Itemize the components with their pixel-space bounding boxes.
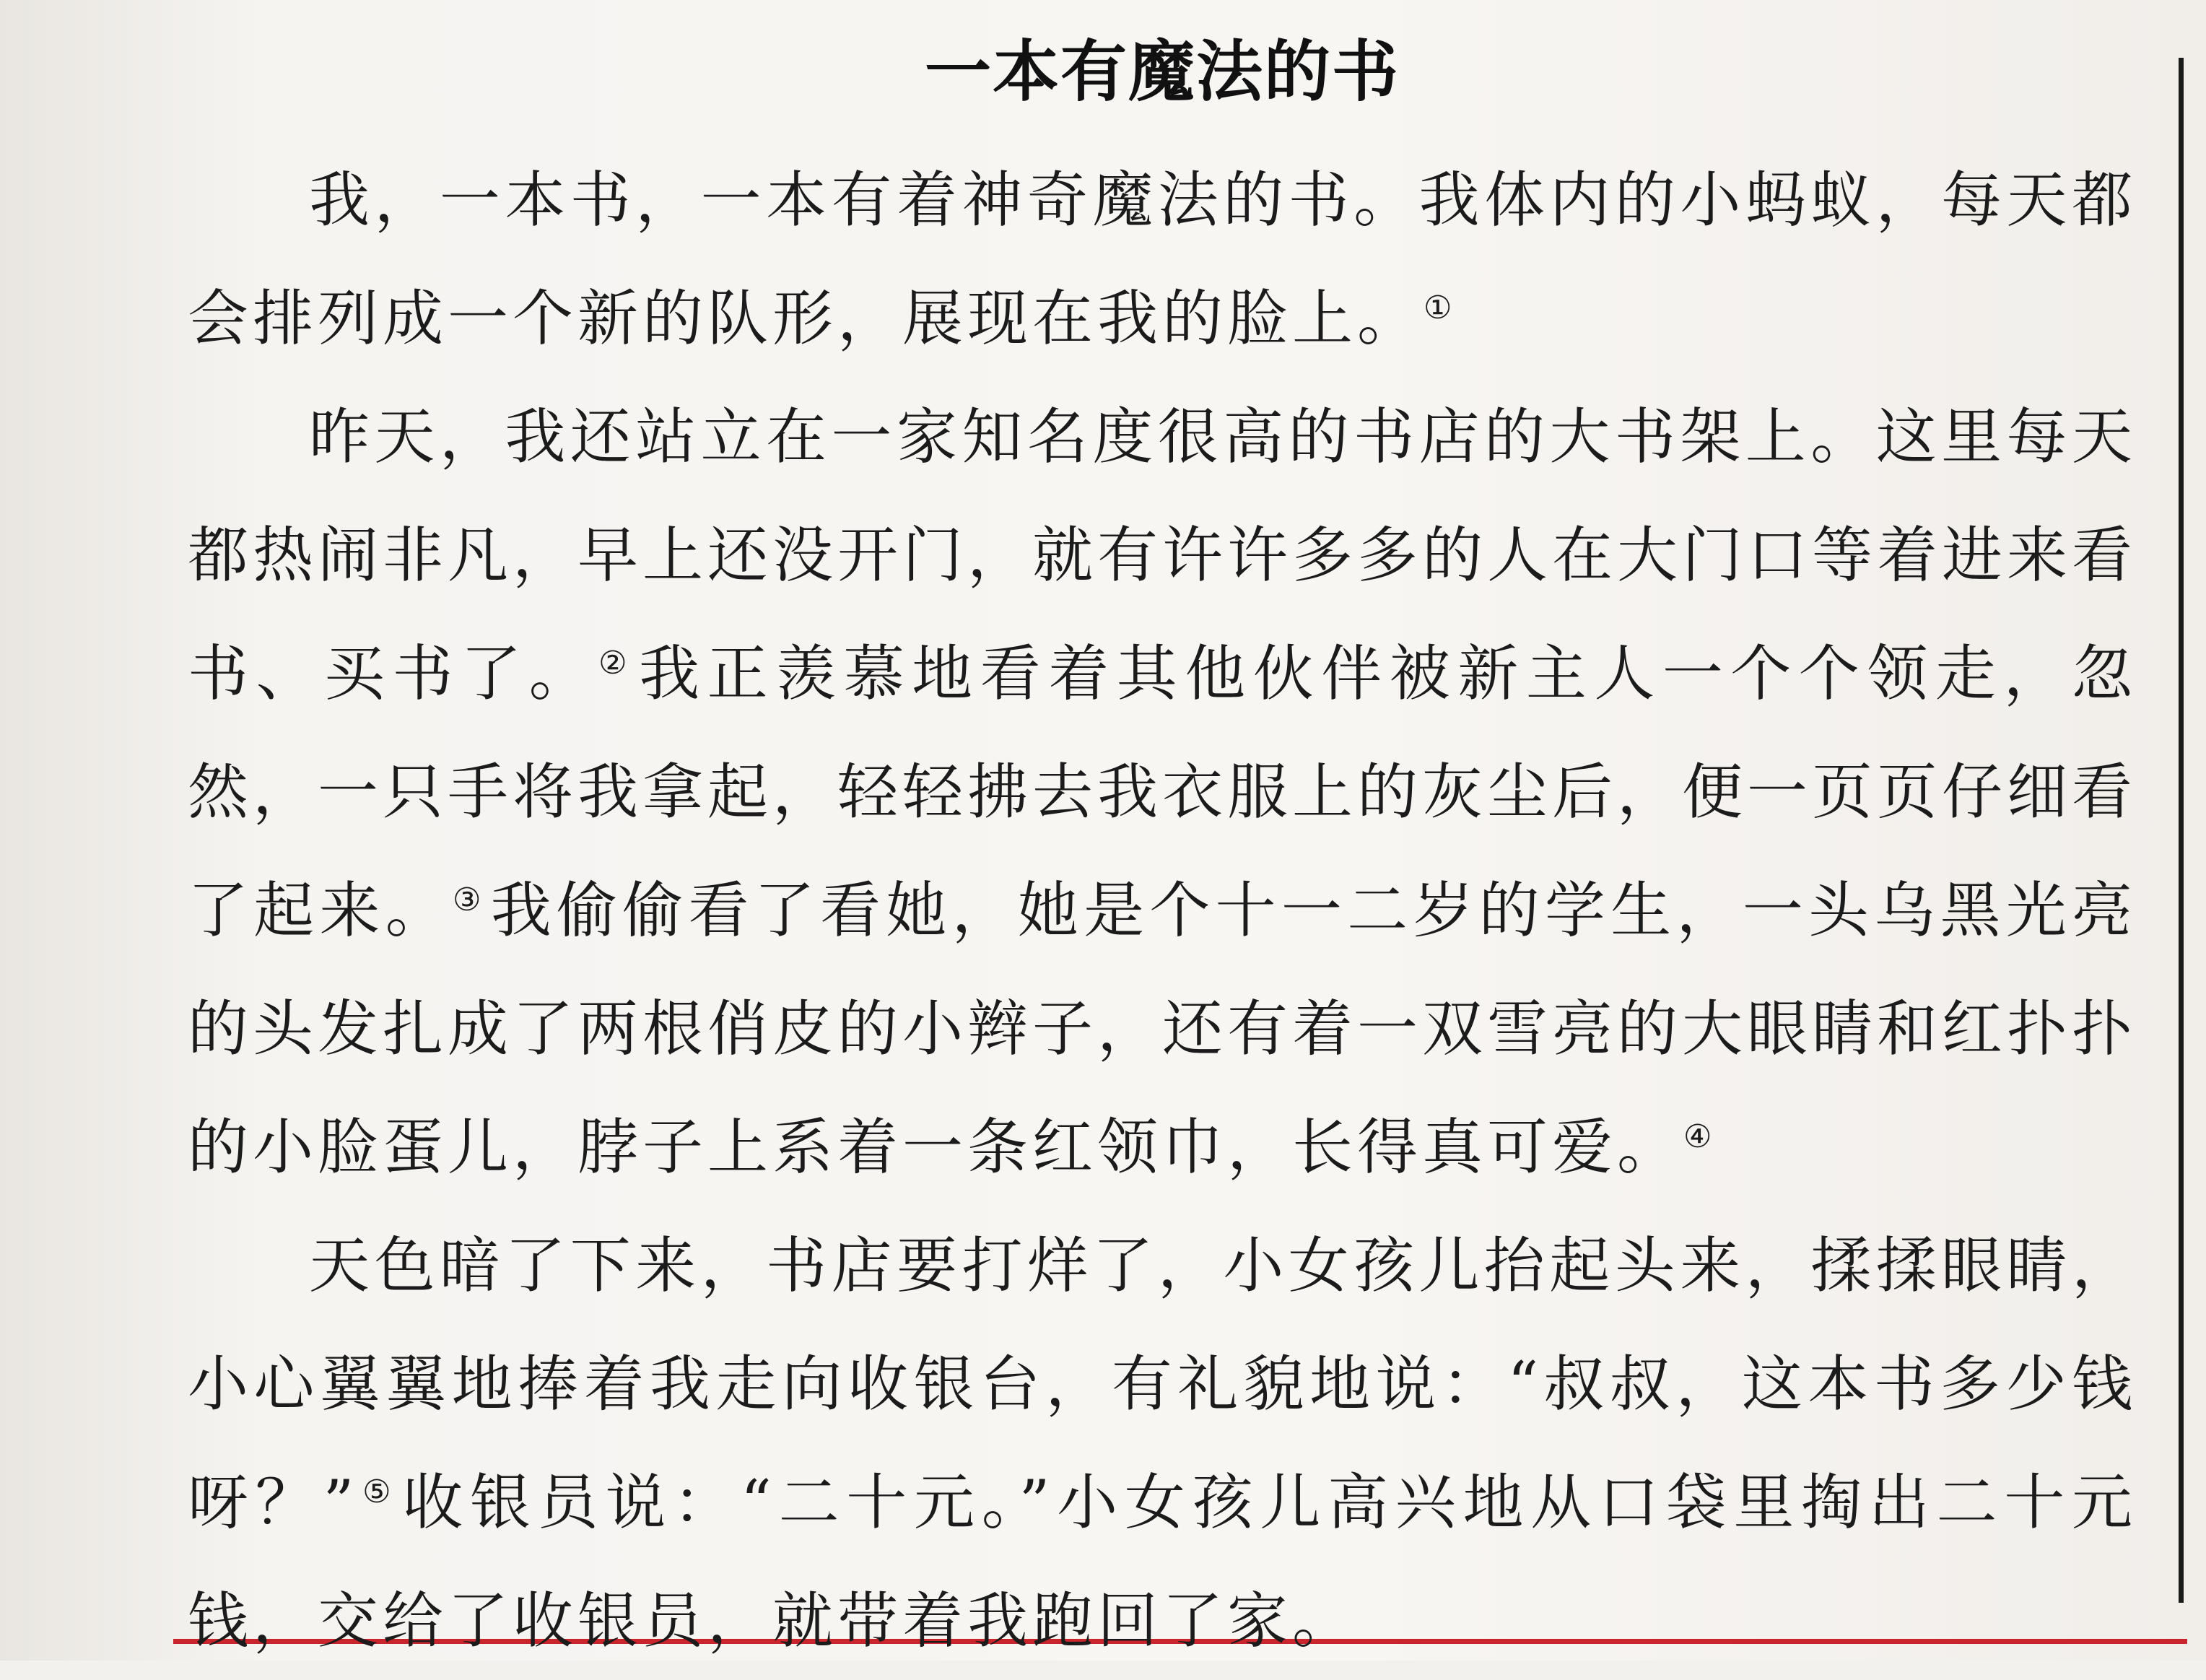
- sentence-3: 我正羡慕地看着其他伙伴被新主人一个个领走，忽然，一只手将我拿起，轻轻拂去我衣服上的灰尘后，便一页页仔细看了起来。: [188, 638, 2137, 946]
- annotation-marker-4: ④: [1683, 1118, 1717, 1155]
- annotation-marker-2: ②: [598, 645, 635, 682]
- paragraph-2: [188, 378, 2137, 1206]
- annotation-marker-5: ⑤: [359, 1474, 398, 1510]
- sentence-2: 昨天，我还站立在一家知名度很高的书店的大书架上。这里每天都热闹非凡，早上还没开门，就有许许多多的人在大门口等着进来看书、买书了。: [188, 401, 2137, 709]
- sentence-6: 收银员说：“二十元。”小女孩儿高兴地从口袋里掏出二十元钱，交给了收银员，就带着我跑回了家。: [188, 1467, 2137, 1656]
- sentence-1: 我，一本书，一本有着神奇魔法的书。我体内的小蚂蚁，每天都会排列成一个新的队形，展现在我的脸上。: [188, 165, 2137, 354]
- sentence-5: 天色暗了下来，书店要打烊了，小女孩儿抬起头来，揉揉眼睛，小心翼翼地捧着我走向收银台，有礼貌地说：“叔叔，这本书多少钱呀？”: [188, 1230, 2137, 1538]
- annotation-marker-3: ③: [453, 882, 487, 918]
- sentence-4: 我偷偷看了看她，她是个十一二岁的学生，一头乌黑光亮的头发扎成了两根俏皮的小辫子，还有着一双雪亮的大眼睛和红扑扑的小脸蛋儿，脖子上系着一条红领巾，长得真可爱。: [188, 875, 2137, 1183]
- article-body: [188, 141, 2137, 1680]
- paragraph-3: [188, 1206, 2137, 1680]
- annotation-marker-1: ①: [1424, 290, 1457, 326]
- right-margin-rule: [2179, 58, 2184, 1603]
- article-title: 一本有魔法的书: [924, 33, 1400, 110]
- article: [188, 29, 2137, 1656]
- paragraph-1: [188, 141, 2137, 378]
